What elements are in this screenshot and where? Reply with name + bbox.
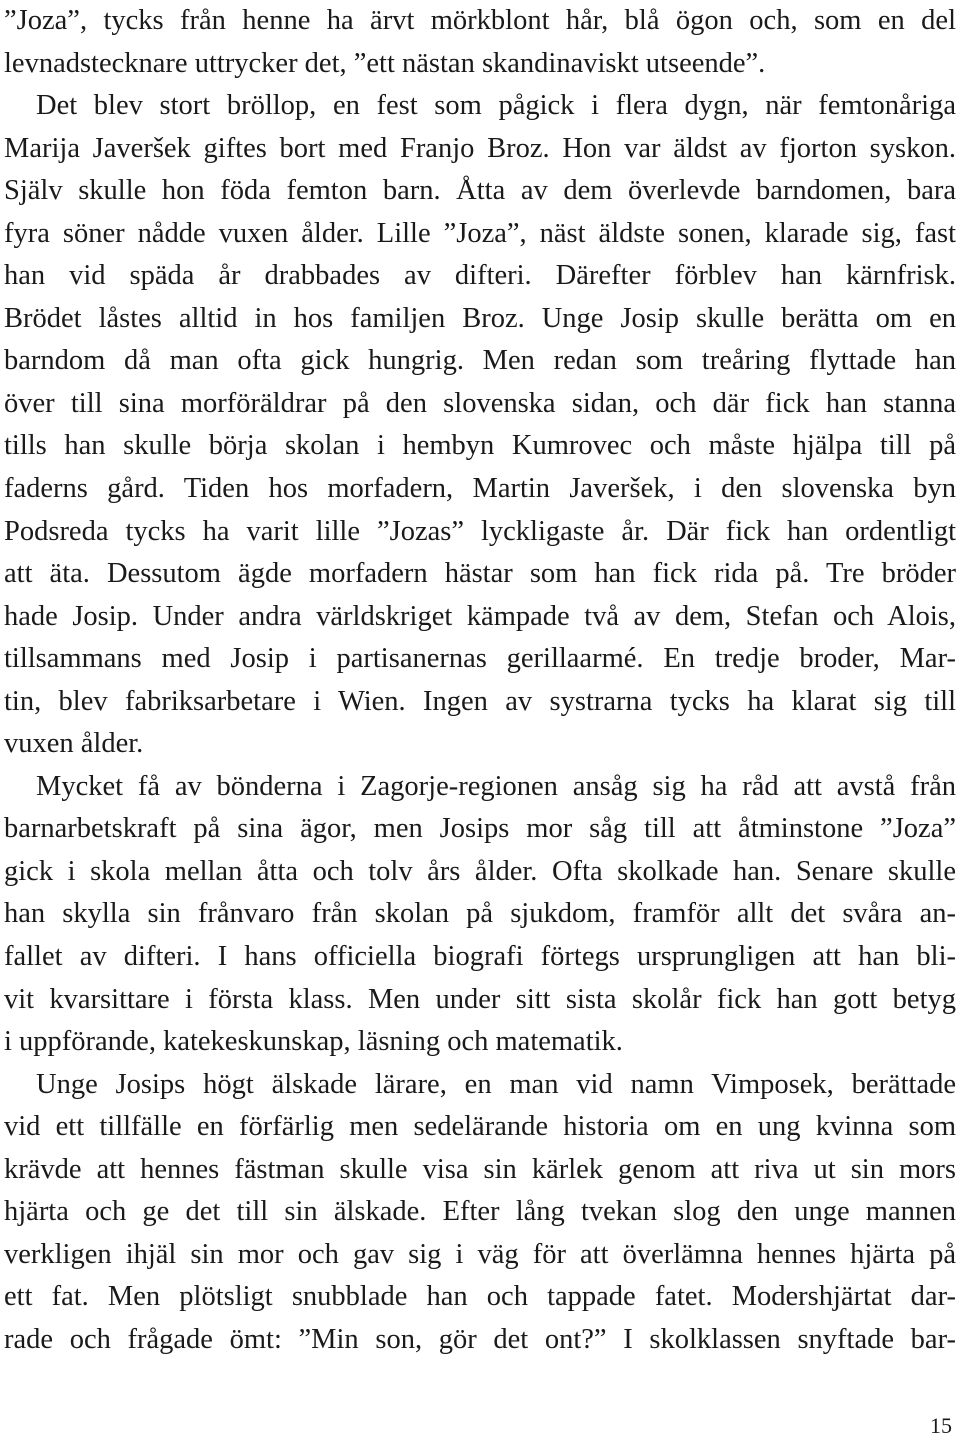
text-line: Brödet låstes alltid in hos familjen Broz. Unge Josip skulle berätta om en	[4, 302, 956, 334]
paragraph	[4, 766, 956, 1064]
text-line: Mycket få av bönderna i Zagorje-regionen ansåg sig ha råd att avstå från	[36, 770, 956, 802]
text-line: fyra söner nådde vuxen ålder. Lille ”Joza”, näst äldste sonen, klarade sig, fast	[4, 217, 956, 249]
text-line: krävde att hennes fästman skulle visa sin kärlek genom att riva ut sin mors	[4, 1153, 956, 1185]
text-line: vuxen ålder.	[4, 728, 144, 760]
text-line: barnarbetskraft på sina ägor, men Josips mor såg till att åtminstone ”Joza”	[4, 813, 956, 845]
text-line: vid ett tillfälle en förfärlig men sedelärande historia om en ung kvinna som	[4, 1111, 956, 1143]
text-line: att äta. Dessutom ägde morfadern hästar som han fick rida på. Tre bröder	[4, 558, 956, 590]
text-line: han skylla sin frånvaro från skolan på sjukdom, framför allt det svåra an-	[4, 898, 956, 930]
text-line: Marija Javeršek giftes bort med Franjo Broz. Hon var äldst av fjorton syskon.	[4, 132, 956, 164]
text-line: tills han skulle börja skolan i hembyn Kumrovec och måste hjälpa till på	[4, 430, 956, 462]
text-line: Själv skulle hon föda femton barn. Åtta av dem överlevde barndomen, bara	[4, 175, 956, 207]
text-line: ett fat. Men plötsligt snubblade han och tappade fatet. Modershjärtat dar-	[4, 1281, 956, 1313]
text-line: levnadstecknare uttrycker det, ”ett nästan skandinaviskt utseende”.	[4, 47, 766, 79]
text-line: barndom då man ofta gick hungrig. Men redan som treåring flyttade han	[4, 345, 956, 377]
text-line: rade och frågade ömt: ”Min son, gör det ont?” I skolklassen snyftade bar-	[4, 1323, 956, 1355]
text-line: verkligen ihjäl sin mor och gav sig i väg för att överlämna hennes hjärta på	[4, 1238, 956, 1270]
text-line: Podsreda tycks ha varit lille ”Jozas” lyckligaste år. Där fick han ordentligt	[4, 515, 956, 547]
page-number: 15	[930, 1413, 952, 1438]
text-line: tin, blev fabriksarbetare i Wien. Ingen av systrarna tycks ha klarat sig till	[4, 685, 956, 717]
text-line: över till sina morföräldrar på den slovenska sidan, och där fick han stanna	[4, 387, 956, 419]
text-line: han vid späda år drabbades av difteri. Därefter förblev han kärnfrisk.	[4, 260, 956, 292]
text-line: hade Josip. Under andra världskriget kämpade två av dem, Stefan och Alois,	[4, 600, 956, 632]
text-line: i uppförande, katekeskunskap, läsning och matematik.	[4, 1026, 623, 1058]
text-line: Unge Josips högt älskade lärare, en man vid namn Vimposek, berättade	[36, 1068, 956, 1100]
paragraph	[4, 1064, 956, 1362]
text-line: ”Joza”, tycks från henne ha ärvt mörkblont hår, blå ögon och, som en del	[4, 5, 956, 36]
text-line: faderns gård. Tiden hos morfadern, Martin Javeršek, i den slovenska byn	[4, 473, 956, 505]
body-text	[4, 0, 956, 1362]
paragraph	[4, 0, 956, 85]
text-line: Det blev stort bröllop, en fest som pågick i flera dygn, när femtonåriga	[36, 90, 956, 122]
text-line: tillsammans med Josip i partisanernas gerillaarmé. En tredje broder, Mar-	[4, 643, 956, 675]
text-line: fallet av difteri. I hans officiella biografi förtegs ursprungligen att han bli-	[4, 941, 956, 973]
text-line: vit kvarsittare i första klass. Men under sitt sista skolår fick han gott betyg	[4, 983, 956, 1015]
text-line: gick i skola mellan åtta och tolv års ålder. Ofta skolkade han. Senare skulle	[4, 855, 956, 887]
paragraph	[4, 85, 956, 766]
text-line: hjärta och ge det till sin älskade. Efter lång tvekan slog den unge mannen	[4, 1196, 956, 1228]
